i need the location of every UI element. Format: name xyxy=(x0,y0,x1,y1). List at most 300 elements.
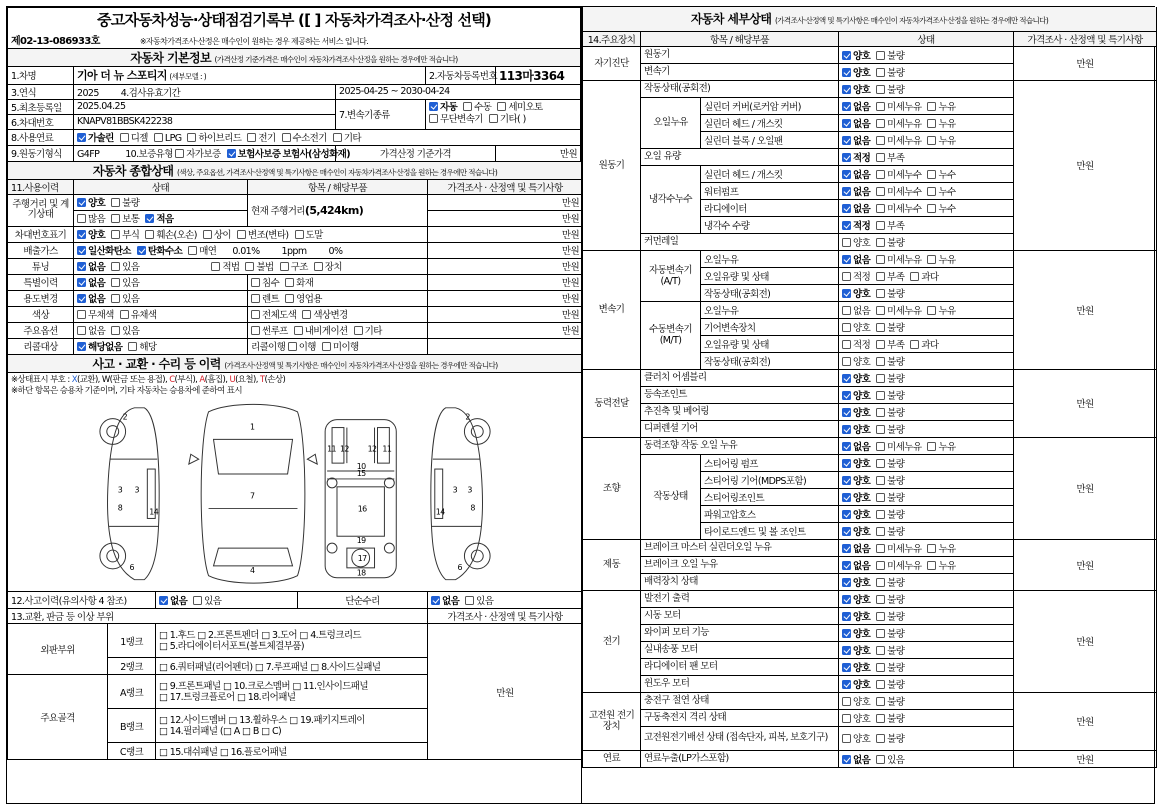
warranty-extra: 보험사(삼성화재) xyxy=(282,149,350,160)
option-unchecked: 미이행 xyxy=(322,339,359,353)
detail-price-unit: 만원 xyxy=(1014,250,1157,369)
device-group: 전기 xyxy=(583,590,641,692)
checkbox-icon xyxy=(203,230,212,239)
overall-header: 자동차 종합상태 (색상, 주요옵션, 가격조사·산정액 및 특기사항은 매수인이 자동차가격조사·산정을 원하는 경우에만 적습니다) xyxy=(8,162,583,180)
option-unchecked: 불법 xyxy=(245,259,273,273)
checkbox-checked-icon xyxy=(842,51,851,60)
reg-no-label: 2.자동차등록번호 xyxy=(426,66,496,84)
detail-status xyxy=(839,165,1014,182)
fuel-label: 8.사용연료 xyxy=(8,129,74,145)
legend-code: W xyxy=(101,374,110,385)
checkbox-icon xyxy=(842,323,851,332)
option-unchecked: 누수 xyxy=(927,201,955,215)
checkbox-icon xyxy=(876,119,885,128)
checkbox-icon xyxy=(876,629,885,638)
checkbox-icon xyxy=(876,663,885,672)
detail-status xyxy=(839,573,1014,590)
accident-history-options xyxy=(156,592,298,609)
option-checked: 없음 xyxy=(77,291,105,305)
checkbox-checked-icon xyxy=(842,663,851,672)
device-group: 조향 xyxy=(583,437,641,539)
accident-header: 사고 · 교환 · 수리 등 이력 (가격조사·산정액 및 특기사항은 매수인이 자동차가격조사·산정을 원하는 경우에만 적습니다) xyxy=(8,355,583,373)
checkbox-checked-icon xyxy=(159,596,168,605)
svg-text:11: 11 xyxy=(327,443,336,453)
detail-item: 커먼레일 xyxy=(641,233,839,250)
option-unchecked: 무단변속기 xyxy=(429,114,483,126)
option-checked: 없음 xyxy=(77,259,105,273)
option-unchecked: 상이 xyxy=(203,227,231,241)
detail-item: 연료누출(LP가스포함) xyxy=(641,750,839,767)
mileage-amount xyxy=(74,210,248,226)
device-group: 제동 xyxy=(583,539,641,590)
option-unchecked: 누수 xyxy=(927,184,955,198)
option-unchecked: 미세누유 xyxy=(876,252,921,266)
legend-code: U xyxy=(229,374,236,385)
checkbox-checked-icon xyxy=(842,561,851,570)
option-unchecked: 불량 xyxy=(876,609,904,623)
legend-code: C xyxy=(169,374,175,385)
rank-c: C랭크 xyxy=(108,743,156,760)
detail-status xyxy=(839,726,1014,750)
checkbox-icon xyxy=(175,149,184,158)
detail-status xyxy=(839,301,1014,318)
option-unchecked: 누유 xyxy=(927,99,955,113)
option-unchecked: 누유 xyxy=(927,116,955,130)
detail-subgroup: 작동상태 xyxy=(641,454,701,539)
checkbox-icon xyxy=(927,306,936,315)
detail-item: 등속조인트 xyxy=(641,386,839,403)
checkbox-icon xyxy=(876,153,885,162)
option-unchecked: 불량 xyxy=(876,422,904,436)
detail-item: 브레이크 오일 누유 xyxy=(641,556,839,573)
checkbox-icon xyxy=(876,340,885,349)
device-group: 원동기 xyxy=(583,80,641,250)
svg-text:14: 14 xyxy=(435,506,445,516)
option-checked: 없음 xyxy=(159,593,187,607)
car-body-diagram xyxy=(11,399,579,589)
option-unchecked: 해당 xyxy=(128,339,156,353)
detail-status xyxy=(839,607,1014,624)
option-unchecked: 도말 xyxy=(295,227,323,241)
option-checked: 양호 xyxy=(842,82,870,96)
checkbox-icon xyxy=(927,136,936,145)
checkbox-icon xyxy=(842,714,851,723)
checkbox-checked-icon xyxy=(431,596,440,605)
option-unchecked: 양호 xyxy=(842,711,870,725)
checkbox-icon xyxy=(314,262,323,271)
option-unchecked: 불량 xyxy=(876,711,904,725)
checkbox-icon xyxy=(294,326,303,335)
left-panel xyxy=(6,6,581,804)
option-unchecked: 있음 xyxy=(111,275,139,289)
checkbox-icon xyxy=(285,278,294,287)
rank-a: A랭크 xyxy=(108,675,156,709)
detail-item: 구동축전지 격리 상태 xyxy=(641,709,839,726)
option-unchecked: 적법 xyxy=(211,259,239,273)
detail-status xyxy=(839,352,1014,369)
option-unchecked: 많음 xyxy=(77,211,105,225)
checkbox-icon xyxy=(876,272,885,281)
exhaust-options xyxy=(77,246,222,257)
car-name-label: 1.차명 xyxy=(8,66,74,84)
unit: 만원 xyxy=(428,194,583,210)
option-unchecked: 미세누유 xyxy=(876,439,921,453)
detail-status xyxy=(839,318,1014,335)
svg-text:2: 2 xyxy=(465,412,470,422)
option-checked: 없음 xyxy=(842,252,870,266)
valid-label: 4.검사유효기간 xyxy=(120,87,181,99)
detail-item: 추진축 및 베어링 xyxy=(641,403,839,420)
detail-row xyxy=(583,250,1157,267)
trans-options xyxy=(426,99,581,129)
option-checked: 보험사보증 xyxy=(227,146,281,160)
checkbox-checked-icon xyxy=(842,493,851,502)
detail-status xyxy=(839,403,1014,420)
checkbox-icon xyxy=(193,596,202,605)
detail-status xyxy=(839,131,1014,148)
warranty-label: 10.보증유형 xyxy=(125,149,173,160)
detail-status xyxy=(839,267,1014,284)
option-unchecked: 불량 xyxy=(876,643,904,657)
checkbox-icon xyxy=(876,68,885,77)
detail-part: 워터펌프 xyxy=(701,182,839,199)
detail-status xyxy=(839,420,1014,437)
option-unchecked: 미세누유 xyxy=(876,116,921,130)
checkbox-icon xyxy=(429,114,438,123)
checkbox-checked-icon xyxy=(77,246,86,255)
detail-item: 디퍼렌셜 기어 xyxy=(641,420,839,437)
svg-text:3: 3 xyxy=(452,485,458,495)
detail-item: 발전기 출력 xyxy=(641,590,839,607)
detail-item: 충전구 절연 상태 xyxy=(641,692,839,709)
vin-mark-label: 차대번호표기 xyxy=(8,226,74,242)
legend-code: X xyxy=(71,374,77,385)
detail-part: 실린더 커버(로커암 커버) xyxy=(701,97,839,114)
checkbox-icon xyxy=(251,310,260,319)
checkbox-checked-icon xyxy=(842,595,851,604)
option-unchecked: 불량 xyxy=(876,371,904,385)
checkbox-icon xyxy=(876,221,885,230)
option-unchecked: 불량 xyxy=(876,405,904,419)
svg-text:3: 3 xyxy=(117,485,123,495)
option-unchecked: 화재 xyxy=(285,275,313,289)
detail-part: 작동상태(공회전) xyxy=(701,352,839,369)
option-checked: 양호 xyxy=(842,456,870,470)
checkbox-icon xyxy=(876,680,885,689)
replace-label: 13.교환, 판금 등 이상 부위 xyxy=(8,609,428,624)
detail-subgroup: 수동변속기 (M/T) xyxy=(641,301,701,369)
checkbox-icon xyxy=(465,596,474,605)
svg-text:3: 3 xyxy=(134,485,139,495)
col-usage-history: 11.사용이력 xyxy=(8,179,74,194)
option-unchecked: 양호 xyxy=(842,235,870,249)
option-unchecked: 누유 xyxy=(927,558,955,572)
option-unchecked: 자가보증 xyxy=(175,146,220,160)
option-checked: 없음 xyxy=(842,116,870,130)
rank-1-items-2: □ 5.라디에이터서포트(볼트체결부품) xyxy=(159,640,304,652)
detail-status xyxy=(839,505,1014,522)
detail-row xyxy=(583,590,1157,607)
checkbox-icon xyxy=(876,459,885,468)
option-unchecked: 불량 xyxy=(876,48,904,62)
detail-part: 스티어링 펌프 xyxy=(701,454,839,471)
svg-text:12: 12 xyxy=(339,443,349,453)
checkbox-checked-icon xyxy=(842,136,851,145)
option-unchecked: 불량 xyxy=(876,82,904,96)
device-group: 자기진단 xyxy=(583,46,641,80)
legend-code: A xyxy=(199,374,205,385)
option-unchecked: 없음 xyxy=(77,323,105,337)
option-unchecked: 미세누유 xyxy=(876,303,921,317)
option-checked: 양호 xyxy=(842,371,870,385)
unit: 만원 xyxy=(428,290,583,306)
checkbox-icon xyxy=(910,340,919,349)
checkbox-checked-icon xyxy=(842,629,851,638)
detail-item: 라디에이터 팬 모터 xyxy=(641,658,839,675)
checkbox-icon xyxy=(876,408,885,417)
checkbox-icon xyxy=(497,102,506,111)
checkbox-icon xyxy=(876,136,885,145)
detail-status xyxy=(839,182,1014,199)
detail-status xyxy=(839,216,1014,233)
checkbox-checked-icon xyxy=(842,510,851,519)
detail-item: 윈도우 모터 xyxy=(641,675,839,692)
option-unchecked: 불량 xyxy=(876,65,904,79)
option-unchecked: 양호 xyxy=(842,320,870,334)
detail-price-unit: 만원 xyxy=(1014,369,1157,437)
option-checked: 없음 xyxy=(842,752,870,766)
detail-status xyxy=(839,250,1014,267)
detail-row xyxy=(583,539,1157,556)
checkbox-checked-icon xyxy=(842,544,851,553)
fuel-options xyxy=(74,129,581,145)
svg-text:14: 14 xyxy=(149,506,159,516)
checkbox-checked-icon xyxy=(77,278,86,287)
option-unchecked: 불량 xyxy=(876,286,904,300)
option-unchecked: 불량 xyxy=(876,473,904,487)
option-checked: 없음 xyxy=(842,558,870,572)
basic-info-header: 자동차 기본정보 (가격산정 기준가격은 매수인이 자동차가격조사·산정을 원하는 경우에만 적습니다) xyxy=(8,48,581,66)
option-checked: 가솔린 xyxy=(77,130,114,144)
option-unchecked: 부족 xyxy=(876,150,904,164)
detail-part: 스티어링조인트 xyxy=(701,488,839,505)
svg-text:6: 6 xyxy=(457,562,462,572)
option-unchecked: 유채색 xyxy=(120,307,157,321)
option-checked: 없음 xyxy=(842,133,870,147)
option-unchecked: 기타( ) xyxy=(489,114,526,126)
price-label: 가격산정 기준가격 xyxy=(336,145,496,161)
detail-status xyxy=(839,386,1014,403)
option-unchecked: 누유 xyxy=(927,541,955,555)
svg-text:16: 16 xyxy=(357,504,367,514)
detail-part: 실린더 헤드 / 개스킷 xyxy=(701,114,839,131)
vin: KNAPV81BBSK422238 xyxy=(74,114,336,129)
tuning-detail-options xyxy=(211,262,348,273)
special-label: 특별이력 xyxy=(8,274,74,290)
detail-part: 타이로드엔드 및 볼 조인트 xyxy=(701,522,839,539)
rank-a-items: □ 9.프론트패널 □ 10.크로스멤버 □ 11.인사이드패널 xyxy=(159,680,368,692)
option-unchecked: 세미오토 xyxy=(497,102,542,114)
option-unchecked: 디젤 xyxy=(120,130,148,144)
checkbox-checked-icon xyxy=(842,68,851,77)
option-unchecked: 영업용 xyxy=(285,291,322,305)
warranty-options xyxy=(175,149,286,160)
option-checked: 자동 xyxy=(429,102,457,114)
detail-status xyxy=(839,750,1014,767)
rank-2-items: □ 6.쿼터패널(리어펜더) □ 7.루프패널 □ 8.사이드실패널 xyxy=(156,658,428,675)
checkbox-icon xyxy=(876,238,885,247)
checkbox-icon xyxy=(322,342,331,351)
rank-b: B랭크 xyxy=(108,709,156,743)
option-unchecked: 불량 xyxy=(876,524,904,538)
option-unchecked: 보통 xyxy=(111,211,139,225)
option-checked: 없음 xyxy=(842,541,870,555)
usage-detail-options xyxy=(248,290,428,306)
checkbox-icon xyxy=(927,170,936,179)
detail-row xyxy=(583,80,1157,97)
option-checked: 양호 xyxy=(842,575,870,589)
recall-text: 리콜이행 xyxy=(251,342,286,353)
option-unchecked: 하이브리드 xyxy=(187,130,241,144)
svg-text:4: 4 xyxy=(250,565,255,575)
checkbox-icon xyxy=(876,493,885,502)
col-item: 항목 / 해당부품 xyxy=(641,31,839,46)
year: 2025 xyxy=(77,87,99,99)
checkbox-icon xyxy=(876,734,885,743)
rank-2: 2랭크 xyxy=(108,658,156,675)
detail-status xyxy=(839,556,1014,573)
checkbox-icon xyxy=(154,133,163,142)
svg-text:7: 7 xyxy=(250,491,255,501)
vin-label: 6.차대번호 xyxy=(8,114,74,129)
option-unchecked: 불량 xyxy=(876,694,904,708)
first-reg: 2025.04.25 xyxy=(74,99,336,114)
checkbox-checked-icon xyxy=(842,221,851,230)
checkbox-icon xyxy=(111,262,120,271)
outer-panel-label: 외판부위 xyxy=(8,624,108,675)
detail-subgroup: 냉각수누수 xyxy=(641,165,701,233)
option-unchecked: 불량 xyxy=(876,575,904,589)
detail-row xyxy=(583,437,1157,454)
checkbox-icon xyxy=(282,133,291,142)
checkbox-icon xyxy=(876,187,885,196)
option-checked: 양호 xyxy=(842,609,870,623)
option-unchecked: 렌트 xyxy=(251,291,279,305)
detail-price-unit: 만원 xyxy=(1014,590,1157,692)
detail-status xyxy=(839,590,1014,607)
svg-text:1: 1 xyxy=(250,422,255,432)
option-unchecked: 미세누수 xyxy=(876,184,921,198)
checkbox-checked-icon xyxy=(145,214,154,223)
special-options xyxy=(74,274,248,290)
checkbox-icon xyxy=(77,326,86,335)
checkbox-icon xyxy=(910,272,919,281)
option-checked: 일산화탄소 xyxy=(77,243,131,257)
option-unchecked: 장치 xyxy=(314,259,342,273)
option-unchecked: 과다 xyxy=(910,337,938,351)
svg-text:2: 2 xyxy=(122,412,128,422)
checkbox-icon xyxy=(285,294,294,303)
device-group: 고전원 전기장치 xyxy=(583,692,641,750)
document-note: ※자동차가격조사·산정은 매수인이 원하는 경우 제공하는 서비스 입니다. xyxy=(139,37,369,47)
detail-status xyxy=(839,80,1014,97)
detail-header: 자동차 세부상태 (가격조사·산정액 및 특기사항은 매수인이 자동차가격조사·산정을 원하는 경우에만 적습니다) xyxy=(583,7,1157,31)
option-checked: 적정 xyxy=(842,218,870,232)
legend: ※상태표시 부호 : X(교환), W(판금 또는 용접), C(부식), A(흠집), U(요철), T(손상) ※하단 항목은 승용차 기준이며, 기타 자동차는 승용차에 준하여 표시 xyxy=(8,372,583,399)
checkbox-icon xyxy=(876,755,885,764)
detail-part: 오일누유 xyxy=(701,301,839,318)
option-unchecked: 색상변경 xyxy=(302,307,347,321)
checkbox-icon xyxy=(251,294,260,303)
exhaust-co: 0.01% xyxy=(232,246,260,257)
option-unchecked: 불량 xyxy=(876,235,904,249)
detail-item: 실내송풍 모터 xyxy=(641,641,839,658)
checkbox-checked-icon xyxy=(842,755,851,764)
option-unchecked: 과다 xyxy=(910,269,938,283)
option-unchecked: 부족 xyxy=(876,269,904,283)
unit: 만원 xyxy=(428,210,583,226)
detail-part: 오일누유 xyxy=(701,250,839,267)
col-price: 가격조사 · 산정액 및 특기사항 xyxy=(1014,31,1157,46)
option-unchecked: 수소전기 xyxy=(282,130,327,144)
checkbox-checked-icon xyxy=(842,391,851,400)
mileage-text: 현재 주행거리 xyxy=(251,206,305,217)
unit: 만원 xyxy=(428,242,583,258)
svg-text:12: 12 xyxy=(367,443,377,453)
option-unchecked: 양호 xyxy=(842,731,870,745)
device-group: 동력전달 xyxy=(583,369,641,437)
option-unchecked: 썬루프 xyxy=(251,323,288,337)
checkbox-icon xyxy=(876,714,885,723)
detail-status xyxy=(839,454,1014,471)
checkbox-checked-icon xyxy=(842,425,851,434)
exhaust-label: 배출가스 xyxy=(8,242,74,258)
detail-status xyxy=(839,471,1014,488)
detail-price-unit: 만원 xyxy=(1014,437,1157,539)
device-group: 연료 xyxy=(583,750,641,767)
col-status: 상태 xyxy=(839,31,1014,46)
option-unchecked: 불량 xyxy=(876,456,904,470)
detail-status xyxy=(839,539,1014,556)
checkbox-icon xyxy=(245,262,254,271)
checkbox-icon xyxy=(876,612,885,621)
checkbox-icon xyxy=(842,697,851,706)
option-unchecked: 불량 xyxy=(111,195,139,209)
option-unchecked: 훼손(오손) xyxy=(145,227,197,241)
col-item: 항목 / 해당부품 xyxy=(248,179,428,194)
checkbox-checked-icon xyxy=(842,612,851,621)
checkbox-icon xyxy=(876,323,885,332)
option-unchecked: 부족 xyxy=(876,337,904,351)
detail-status xyxy=(839,641,1014,658)
unit: 만원 xyxy=(428,306,583,322)
right-panel xyxy=(581,6,1155,804)
detail-part: 실린더 블록 / 오일팬 xyxy=(701,131,839,148)
checkbox-icon xyxy=(77,310,86,319)
document-title: 중고자동차성능·상태점검기록부 ([ ] 자동차가격조사·산정 선택) xyxy=(8,8,581,33)
checkbox-checked-icon xyxy=(842,680,851,689)
option-checked: 없음 xyxy=(842,201,870,215)
option-unchecked: 구조 xyxy=(280,259,308,273)
mileage-label: 주행거리 및 계기상태 xyxy=(8,194,74,226)
option-unchecked: 누유 xyxy=(927,303,955,317)
checkbox-icon xyxy=(876,51,885,60)
option-unchecked: 불량 xyxy=(876,320,904,334)
checkbox-checked-icon xyxy=(842,187,851,196)
detail-part: 작동상태(공회전) xyxy=(701,284,839,301)
checkbox-checked-icon xyxy=(429,102,438,111)
checkbox-icon xyxy=(302,310,311,319)
